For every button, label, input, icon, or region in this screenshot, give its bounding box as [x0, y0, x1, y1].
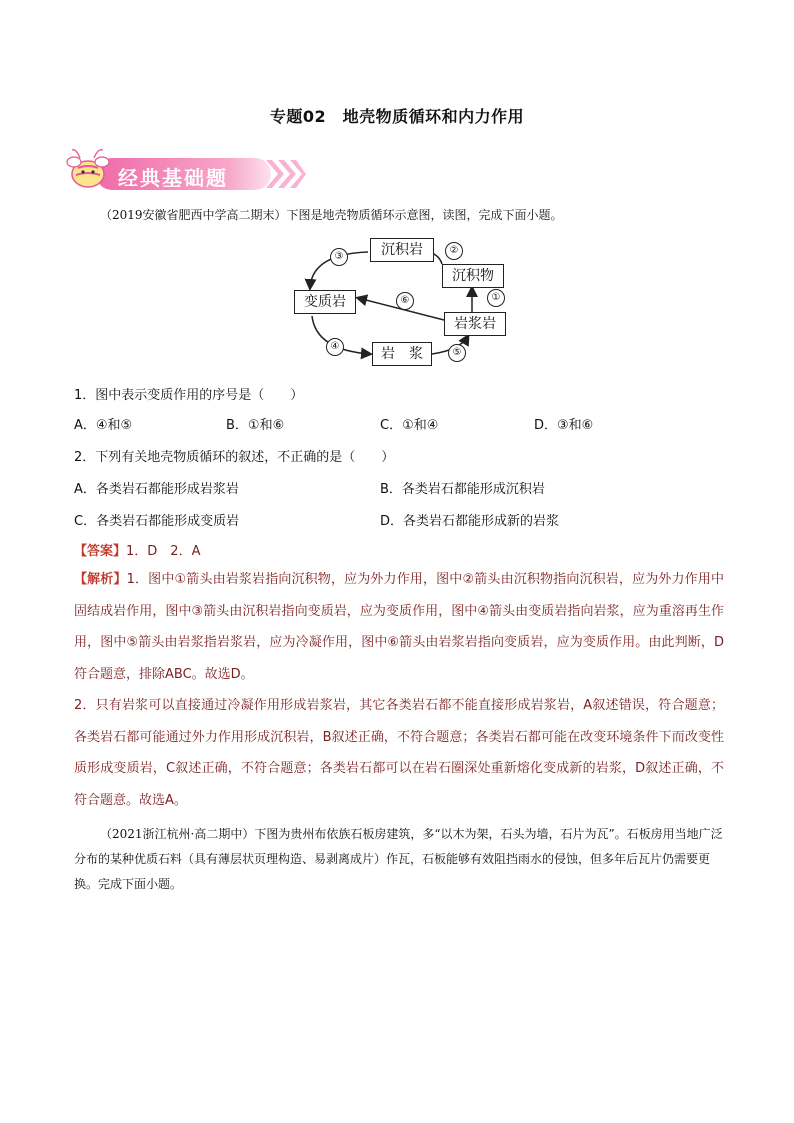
question-2-stem: 2．下列有关地壳物质循环的叙述，不正确的是（ ）	[74, 450, 395, 465]
step-4-label: ④	[326, 338, 344, 356]
intro-paragraph-1: （2019安徽省肥西中学高二期末）下图是地壳物质循环示意图，读图，完成下面小题。	[100, 208, 563, 222]
step-1-label: ①	[487, 289, 505, 307]
question-2-option-c: C．各类岩石都能形成变质岩	[74, 514, 240, 529]
explanation-2: 2．只有岩浆可以直接通过冷凝作用形成岩浆岩，其它各类岩石都不能直接形成岩浆岩，A叙述错误，符合题意；各类岩石都可能通过外力作用形成沉积岩，B叙述正确，不符合题意；各类岩石都可能在改变环境条件下而改变性质形成变质岩，C叙述正确，不符合题意；各类岩石都可以在岩石圈深处重新熔化变成新的岩浆，D叙述正确，不符合题意。故选A。	[74, 698, 724, 808]
question-2-option-a: A．各类岩石都能形成岩浆岩	[74, 482, 239, 497]
rock-cycle-diagram	[282, 232, 512, 372]
explanation-tag: 【解析】	[74, 572, 127, 587]
magmatic-rock-box: 岩浆岩	[444, 312, 506, 336]
answer-tag: 【答案】	[74, 544, 127, 559]
magma-box: 岩 浆	[372, 342, 432, 366]
question-1-option-c: C．①和④	[380, 418, 439, 433]
metamorphic-rock-box: 变质岩	[294, 290, 356, 314]
intro-paragraph-2: （2021浙江杭州·高二期中）下图为贵州布依族石板房建筑，多“以木为架，石头为墙，石片为瓦”。石板房用当地广泛分布的某种优质石料（具有薄层状页理构造、易剥离成片）作瓦，石板能够有效阻挡雨水的侵蚀，但多年后瓦片仍需要更换。完成下面小题。	[74, 827, 723, 891]
page-title: 专题02 地壳物质循环和内力作用	[269, 107, 525, 126]
sediment-box: 沉积物	[442, 264, 504, 288]
sedimentary-rock-box: 沉积岩	[370, 238, 434, 262]
section-banner-label: 经典基础题	[118, 166, 228, 190]
step-2-label: ②	[445, 242, 463, 260]
question-2-option-d: D．各类岩石都能形成新的岩浆	[380, 514, 560, 529]
step-6-label: ⑥	[396, 292, 414, 310]
step-5-label: ⑤	[448, 344, 466, 362]
step-3-label: ③	[330, 248, 348, 266]
explanation-1-text: 1．图中①箭头由岩浆岩指向沉积物，应为外力作用，图中②箭头由沉积物指向沉积岩，应为外力作用中固结成岩作用，图中③箭头由沉积岩指向变质岩，应为变质作用，图中④箭头由变质岩指向岩浆，应为重溶再生作用，图中⑤箭头由岩浆指岩浆岩，应为冷凝作用，图中⑥箭头由岩浆岩指向变质岩，应为变质作用。由此判断，D符合题意，排除ABC。故选D。	[74, 572, 724, 682]
question-1-stem: 1．图中表示变质作用的序号是（ ）	[74, 388, 304, 403]
answer-line	[74, 540, 200, 559]
question-2-option-b: B．各类岩石都能形成沉积岩	[380, 482, 545, 497]
question-1-option-b: B．①和⑥	[226, 418, 285, 433]
explanation-1	[74, 564, 724, 690]
question-1-option-d: D．③和⑥	[534, 418, 594, 433]
answer-text: 1．D 2．A	[126, 544, 201, 559]
question-1-option-a: A．④和⑤	[74, 418, 133, 433]
